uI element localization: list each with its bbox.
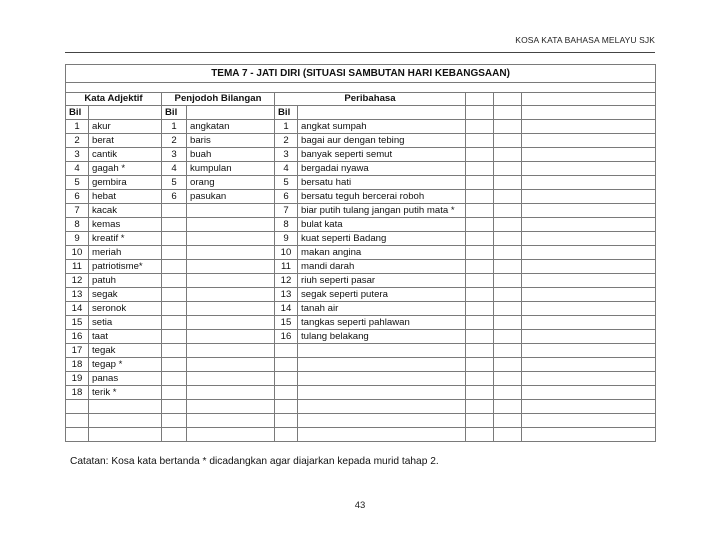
vocabulary-table (65, 64, 656, 442)
empty-cell (522, 162, 656, 176)
penjodoh-word-cell (187, 386, 275, 400)
penjodoh-bil-cell (162, 204, 187, 218)
peribahasa-word-cell: bersatu teguh bercerai roboh (298, 190, 466, 204)
table-row (66, 246, 656, 260)
peribahasa-word-cell: makan angina (298, 246, 466, 260)
penjodoh-word-cell (187, 232, 275, 246)
adjektif-word-cell: taat (89, 330, 162, 344)
adjektif-word-cell: seronok (89, 302, 162, 316)
peribahasa-bil-cell (275, 400, 298, 414)
peribahasa-word-cell (298, 428, 466, 442)
adjektif-bil-cell: 5 (66, 176, 89, 190)
peribahasa-bil-cell: 2 (275, 134, 298, 148)
peribahasa-word-cell: biar putih tulang jangan putih mata * (298, 204, 466, 218)
penjodoh-bil-cell (162, 372, 187, 386)
table-row (66, 274, 656, 288)
empty-cell (494, 358, 522, 372)
peribahasa-bil-cell: 8 (275, 218, 298, 232)
adjektif-word-cell: patuh (89, 274, 162, 288)
penjodoh-bil-cell (162, 246, 187, 260)
peribahasa-word-cell: bagai aur dengan tebing (298, 134, 466, 148)
bil-header-penjodoh: Bil (162, 106, 187, 120)
peribahasa-word-cell (298, 344, 466, 358)
penjodoh-word-cell (187, 372, 275, 386)
empty-cell (466, 316, 494, 330)
table-row (66, 190, 656, 204)
table-row (66, 316, 656, 330)
penjodoh-bil-cell: 6 (162, 190, 187, 204)
empty-header-cell (522, 93, 656, 106)
empty-cell (466, 414, 494, 428)
peribahasa-bil-cell: 1 (275, 120, 298, 134)
empty-header-cell (494, 106, 522, 120)
empty-cell (466, 274, 494, 288)
penjodoh-word-cell: baris (187, 134, 275, 148)
peribahasa-bil-cell (275, 414, 298, 428)
peribahasa-word-cell: mandi darah (298, 260, 466, 274)
page-number: 43 (354, 500, 366, 511)
adjektif-word-cell: gembira (89, 176, 162, 190)
empty-cell (522, 246, 656, 260)
adjektif-word-cell: terik * (89, 386, 162, 400)
peribahasa-word-cell: tangkas seperti pahlawan (298, 316, 466, 330)
adjektif-word-cell: berat (89, 134, 162, 148)
empty-cell (494, 428, 522, 442)
empty-cell (494, 372, 522, 386)
penjodoh-bil-cell (162, 428, 187, 442)
peribahasa-bil-cell (275, 372, 298, 386)
peribahasa-bil-cell: 16 (275, 330, 298, 344)
empty-cell (466, 232, 494, 246)
adjektif-word-cell: hebat (89, 190, 162, 204)
adjektif-word-cell: setia (89, 316, 162, 330)
adjektif-bil-cell: 12 (66, 274, 89, 288)
adjektif-word-cell: kacak (89, 204, 162, 218)
peribahasa-bil-cell (275, 358, 298, 372)
table-row (66, 414, 656, 428)
table-row (66, 358, 656, 372)
empty-cell (466, 218, 494, 232)
peribahasa-word-cell (298, 414, 466, 428)
penjodoh-bil-cell (162, 330, 187, 344)
penjodoh-bil-cell: 2 (162, 134, 187, 148)
page-header: KOSA KATA BAHASA MELAYU SJK (515, 35, 655, 45)
peribahasa-word-cell (298, 372, 466, 386)
peribahasa-word-cell: tanah air (298, 302, 466, 316)
adjektif-word-cell (89, 414, 162, 428)
peribahasa-word-cell (298, 400, 466, 414)
adjektif-bil-cell: 15 (66, 316, 89, 330)
penjodoh-word-cell: pasukan (187, 190, 275, 204)
empty-cell (522, 316, 656, 330)
empty-header-cell (298, 106, 466, 120)
table-row (66, 232, 656, 246)
peribahasa-bil-cell: 9 (275, 232, 298, 246)
penjodoh-word-cell: buah (187, 148, 275, 162)
penjodoh-bil-cell (162, 218, 187, 232)
adjektif-bil-cell: 14 (66, 302, 89, 316)
empty-cell (466, 148, 494, 162)
table-row (66, 344, 656, 358)
empty-header-cell (466, 106, 494, 120)
adjektif-bil-cell: 4 (66, 162, 89, 176)
empty-cell (494, 274, 522, 288)
empty-header-cell (494, 93, 522, 106)
peribahasa-word-cell (298, 358, 466, 372)
penjodoh-bil-cell (162, 274, 187, 288)
penjodoh-word-cell: orang (187, 176, 275, 190)
peribahasa-bil-cell: 14 (275, 302, 298, 316)
empty-cell (494, 330, 522, 344)
penjodoh-word-cell (187, 260, 275, 274)
empty-cell (494, 400, 522, 414)
empty-header-cell (89, 106, 162, 120)
adjektif-bil-cell: 18 (66, 358, 89, 372)
empty-cell (494, 162, 522, 176)
empty-cell (466, 246, 494, 260)
peribahasa-word-cell: tulang belakang (298, 330, 466, 344)
adjektif-bil-cell (66, 400, 89, 414)
adjektif-bil-cell: 19 (66, 372, 89, 386)
empty-cell (522, 372, 656, 386)
adjektif-bil-cell: 17 (66, 344, 89, 358)
penjodoh-bil-cell: 3 (162, 148, 187, 162)
peribahasa-bil-cell: 5 (275, 176, 298, 190)
penjodoh-word-cell (187, 358, 275, 372)
empty-cell (522, 190, 656, 204)
table-row (66, 260, 656, 274)
penjodoh-bil-cell (162, 358, 187, 372)
empty-cell (522, 260, 656, 274)
adjektif-bil-cell: 13 (66, 288, 89, 302)
peribahasa-word-cell: bulat kata (298, 218, 466, 232)
table-row (66, 134, 656, 148)
adjektif-word-cell: gagah * (89, 162, 162, 176)
adjektif-bil-cell (66, 428, 89, 442)
peribahasa-bil-cell: 13 (275, 288, 298, 302)
empty-cell (522, 204, 656, 218)
adjektif-bil-cell: 3 (66, 148, 89, 162)
penjodoh-word-cell: kumpulan (187, 162, 275, 176)
adjektif-word-cell: kreatif * (89, 232, 162, 246)
penjodoh-word-cell (187, 414, 275, 428)
penjodoh-word-cell (187, 246, 275, 260)
empty-cell (466, 344, 494, 358)
adjektif-word-cell: akur (89, 120, 162, 134)
peribahasa-bil-cell (275, 386, 298, 400)
empty-cell (494, 302, 522, 316)
empty-cell (522, 218, 656, 232)
adjektif-bil-cell: 2 (66, 134, 89, 148)
empty-cell (494, 134, 522, 148)
table-spacer-row (66, 83, 656, 93)
penjodoh-bil-cell (162, 316, 187, 330)
adjektif-bil-cell: 10 (66, 246, 89, 260)
empty-cell (522, 288, 656, 302)
empty-cell (466, 204, 494, 218)
empty-cell (466, 372, 494, 386)
peribahasa-bil-cell: 11 (275, 260, 298, 274)
table-title: TEMA 7 - JATI DIRI (SITUASI SAMBUTAN HARI KEBANGSAAN) (66, 65, 656, 83)
table-row (66, 428, 656, 442)
adjektif-word-cell: patriotisme* (89, 260, 162, 274)
table-row (66, 162, 656, 176)
table-row (66, 372, 656, 386)
peribahasa-bil-cell: 15 (275, 316, 298, 330)
peribahasa-word-cell: angkat sumpah (298, 120, 466, 134)
empty-cell (522, 134, 656, 148)
empty-cell (494, 344, 522, 358)
peribahasa-word-cell: kuat seperti Badang (298, 232, 466, 246)
peribahasa-bil-cell: 6 (275, 190, 298, 204)
adjektif-bil-cell (66, 414, 89, 428)
penjodoh-bil-cell: 1 (162, 120, 187, 134)
adjektif-bil-cell: 1 (66, 120, 89, 134)
empty-cell (494, 120, 522, 134)
empty-cell (522, 176, 656, 190)
column-header-kata-adjektif: Kata Adjektif (66, 93, 162, 106)
empty-cell (494, 218, 522, 232)
adjektif-bil-cell: 6 (66, 190, 89, 204)
empty-cell (466, 162, 494, 176)
empty-cell (522, 274, 656, 288)
table-row (66, 400, 656, 414)
adjektif-bil-cell: 7 (66, 204, 89, 218)
empty-cell (494, 260, 522, 274)
adjektif-word-cell: tegap * (89, 358, 162, 372)
empty-cell (522, 120, 656, 134)
empty-cell (522, 428, 656, 442)
penjodoh-bil-cell (162, 386, 187, 400)
peribahasa-word-cell: bergadai nyawa (298, 162, 466, 176)
empty-cell (522, 386, 656, 400)
column-header-penjodoh-bilangan: Penjodoh Bilangan (162, 93, 275, 106)
penjodoh-word-cell: angkatan (187, 120, 275, 134)
penjodoh-word-cell (187, 302, 275, 316)
penjodoh-bil-cell (162, 260, 187, 274)
penjodoh-word-cell (187, 400, 275, 414)
table-row (66, 120, 656, 134)
adjektif-word-cell: kemas (89, 218, 162, 232)
empty-cell (494, 204, 522, 218)
empty-cell (466, 260, 494, 274)
penjodoh-word-cell (187, 218, 275, 232)
peribahasa-word-cell: segak seperti putera (298, 288, 466, 302)
penjodoh-bil-cell (162, 232, 187, 246)
empty-cell (522, 358, 656, 372)
empty-cell (494, 246, 522, 260)
empty-cell (522, 232, 656, 246)
empty-cell (466, 386, 494, 400)
empty-cell (466, 288, 494, 302)
empty-cell (494, 316, 522, 330)
table-row (66, 302, 656, 316)
empty-cell (494, 386, 522, 400)
bil-header-peribahasa: Bil (275, 106, 298, 120)
table-row (66, 148, 656, 162)
empty-cell (494, 414, 522, 428)
peribahasa-word-cell (298, 386, 466, 400)
table-row (66, 176, 656, 190)
peribahasa-bil-cell: 12 (275, 274, 298, 288)
penjodoh-bil-cell (162, 288, 187, 302)
empty-cell (466, 120, 494, 134)
empty-cell (494, 176, 522, 190)
adjektif-bil-cell: 11 (66, 260, 89, 274)
penjodoh-bil-cell (162, 400, 187, 414)
empty-cell (494, 190, 522, 204)
table-row (66, 330, 656, 344)
empty-cell (466, 330, 494, 344)
empty-cell (466, 358, 494, 372)
penjodoh-bil-cell: 4 (162, 162, 187, 176)
table-row (66, 204, 656, 218)
penjodoh-word-cell (187, 288, 275, 302)
adjektif-word-cell (89, 400, 162, 414)
empty-cell (466, 302, 494, 316)
adjektif-bil-cell: 18 (66, 386, 89, 400)
table-row (66, 386, 656, 400)
empty-cell (466, 176, 494, 190)
peribahasa-bil-cell: 10 (275, 246, 298, 260)
peribahasa-word-cell: banyak seperti semut (298, 148, 466, 162)
empty-cell (466, 134, 494, 148)
empty-cell (522, 330, 656, 344)
adjektif-word-cell (89, 428, 162, 442)
empty-cell (494, 232, 522, 246)
peribahasa-bil-cell: 7 (275, 204, 298, 218)
empty-cell (522, 344, 656, 358)
empty-cell (522, 400, 656, 414)
penjodoh-word-cell (187, 204, 275, 218)
penjodoh-bil-cell (162, 344, 187, 358)
penjodoh-word-cell (187, 316, 275, 330)
penjodoh-bil-cell (162, 302, 187, 316)
footnote: Catatan: Kosa kata bertanda * dicadangkan agar diajarkan kepada murid tahap 2. (70, 456, 439, 467)
empty-header-cell (522, 106, 656, 120)
penjodoh-bil-cell (162, 414, 187, 428)
adjektif-bil-cell: 16 (66, 330, 89, 344)
header-divider (65, 52, 655, 53)
adjektif-word-cell: tegak (89, 344, 162, 358)
penjodoh-bil-cell: 5 (162, 176, 187, 190)
adjektif-bil-cell: 8 (66, 218, 89, 232)
penjodoh-word-cell (187, 428, 275, 442)
penjodoh-word-cell (187, 344, 275, 358)
empty-cell (494, 288, 522, 302)
adjektif-word-cell: panas (89, 372, 162, 386)
peribahasa-bil-cell: 4 (275, 162, 298, 176)
empty-header-cell (466, 93, 494, 106)
bil-header-adjektif: Bil (66, 106, 89, 120)
peribahasa-word-cell: bersatu hati (298, 176, 466, 190)
empty-header-cell (187, 106, 275, 120)
penjodoh-word-cell (187, 330, 275, 344)
empty-cell (522, 414, 656, 428)
table-row (66, 288, 656, 302)
empty-cell (466, 400, 494, 414)
peribahasa-bil-cell (275, 428, 298, 442)
peribahasa-bil-cell (275, 344, 298, 358)
empty-cell (494, 148, 522, 162)
empty-cell (466, 428, 494, 442)
empty-cell (522, 148, 656, 162)
penjodoh-word-cell (187, 274, 275, 288)
adjektif-word-cell: segak (89, 288, 162, 302)
table-row (66, 218, 656, 232)
adjektif-bil-cell: 9 (66, 232, 89, 246)
adjektif-word-cell: meriah (89, 246, 162, 260)
peribahasa-bil-cell: 3 (275, 148, 298, 162)
column-header-peribahasa: Peribahasa (275, 93, 466, 106)
empty-cell (466, 190, 494, 204)
adjektif-word-cell: cantik (89, 148, 162, 162)
peribahasa-word-cell: riuh seperti pasar (298, 274, 466, 288)
empty-cell (522, 302, 656, 316)
